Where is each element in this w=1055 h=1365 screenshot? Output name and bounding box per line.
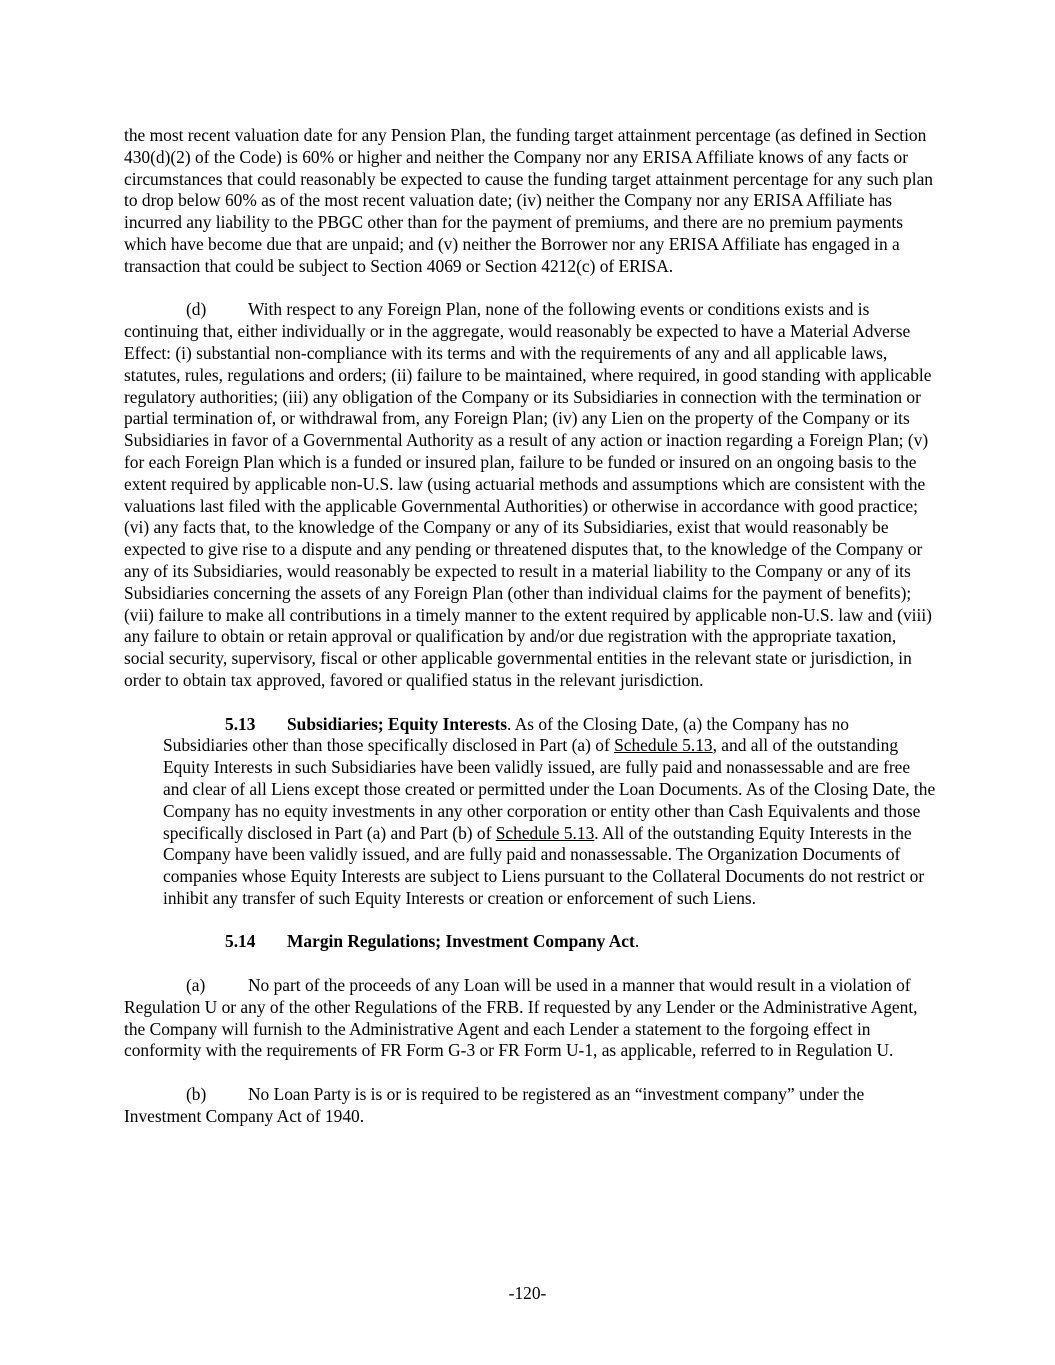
section-5-13-text-1: . As of the Closing Date, (a) the Company has no Subsidiaries other than those specifically disclosed in Part (a) of xyxy=(163,713,849,756)
section-5-14-title: Margin Regulations; Investment Company Act xyxy=(287,931,635,952)
page-number: -120- xyxy=(508,1283,547,1303)
section-5-13-text-3: . All of the outstanding Equity Interests in the Company have been validly issued, and are fully paid and nonassessable. The Organization Documents of companies whose Equity Interests are subject to Liens pursuant to the Collateral Documents do not restrict or inhibit any transfer of such Equity Interests or creation or enforcement of such Liens. xyxy=(163,822,925,908)
section-5-13 xyxy=(163,714,936,910)
continuation-text: the most recent valuation date for any Pension Plan, the funding target attainment percentage (as defined in Section 430(d)(2) of the Code) is 60% or higher and neither the Company nor any ERISA Affiliate knows of any facts or circumstances that could reasonably be expected to cause the funding target attainment percentage for any such plan to drop below 60% as of the most recent valuation date; (iv) neither the Company nor any ERISA Affiliate has incurred any liability to the PBGC other than for the payment of premiums, and there are no premium payments which have become due that are unpaid; and (v) neither the Borrower nor any ERISA Affiliate has engaged in a transaction that could be subject to Section 4069 or Section 4212(c) of ERISA. xyxy=(124,125,933,276)
section-5-14-number: 5.14 xyxy=(225,931,256,952)
section-5-14-trailing: . xyxy=(634,931,640,952)
section-5-14-heading xyxy=(163,931,936,953)
schedule-5-13-reference: Schedule 5.13 xyxy=(495,822,595,843)
paragraph-d xyxy=(124,299,936,691)
paragraph-b-label: (b) xyxy=(186,1084,207,1105)
paragraph-a-label: (a) xyxy=(186,975,206,996)
continuation-paragraph xyxy=(124,125,936,278)
paragraph-b xyxy=(124,1084,936,1128)
paragraph-d-text: With respect to any Foreign Plan, none of the following events or conditions exists and is continuing that, either individually or in the aggregate, would reasonably be expected to have a Material Adverse Effect: (i) substantial non-compliance with its terms and with the requirements of any and all applicable laws, statutes, rules, regulations and orders; (ii) failure to be maintained, where required, in good standing with applicable regulatory authorities; (iii) any obligation of the Company or its Subsidiaries in connection with the termination or partial termination of, or withdrawal from, any Foreign Plan; (iv) any Lien on the property of the Company or its Subsidiaries in favor of a Governmental Authority as a result of any action or inaction regarding a Foreign Plan; (v) for each Foreign Plan which is a funded or insured plan, failure to be funded or insured on an ongoing basis to the extent required by applicable non-U.S. law (using actuarial methods and assumptions which are consistent with the valuations last filed with the applicable Governmental Authorities) or otherwise in accordance with good practice; (vi) any facts that, to the knowledge of the Company or any of its Subsidiaries, exist that would reasonably be expected to give rise to a dispute and any pending or threatened disputes that, to the knowledge of the Company or any of its Subsidiaries, would reasonably be expected to result in a material liability to the Company or any of its Subsidiaries concerning the assets of any Foreign Plan (other than individual claims for the payment of benefits); (vii) failure to make all contributions in a timely manner to the extent required by applicable non-U.S. law and (viii) any failure to obtain or retain approval or qualification by and/or due registration with the appropriate taxation, social security, supervisory, fiscal or other applicable governmental entities in the relevant state or jurisdiction, in order to obtain tax approved, favored or qualified status in the relevant jurisdiction. xyxy=(124,299,932,690)
section-5-13-text-2: , and all of the outstanding Equity Interests in such Subsidiaries have been validly issued, are fully paid and nonassessable and are free and clear of all Liens except those created or permitted under the Loan Documents. As of the Closing Date, the Company has no equity investments in any other corporation or entity other than Cash Equivalents and those specifically disclosed in Part (a) and Part (b) of xyxy=(163,735,936,843)
section-5-13-title: Subsidiaries; Equity Interests xyxy=(287,713,507,734)
schedule-5-13-reference: Schedule 5.13 xyxy=(614,735,713,756)
paragraph-b-text: No Loan Party is is or is required to be registered as an “investment company” under the Investment Company Act of 1940. xyxy=(124,1084,865,1126)
paragraph-a-text: No part of the proceeds of any Loan will be used in a manner that would result in a violation of Regulation U or any of the other Regulations of the FRB. If requested by any Lender or the Administrative Agent, the Company will furnish to the Administrative Agent and each Lender a statement to the forgoing effect in conformity with the requirements of FR Form G-3 or FR Form U-1, as applicable, referred to in Regulation U. xyxy=(124,975,918,1061)
section-5-13-number: 5.13 xyxy=(225,713,256,734)
document-page xyxy=(124,125,936,1149)
paragraph-d-label: (d) xyxy=(186,299,207,320)
paragraph-a xyxy=(124,975,936,1062)
